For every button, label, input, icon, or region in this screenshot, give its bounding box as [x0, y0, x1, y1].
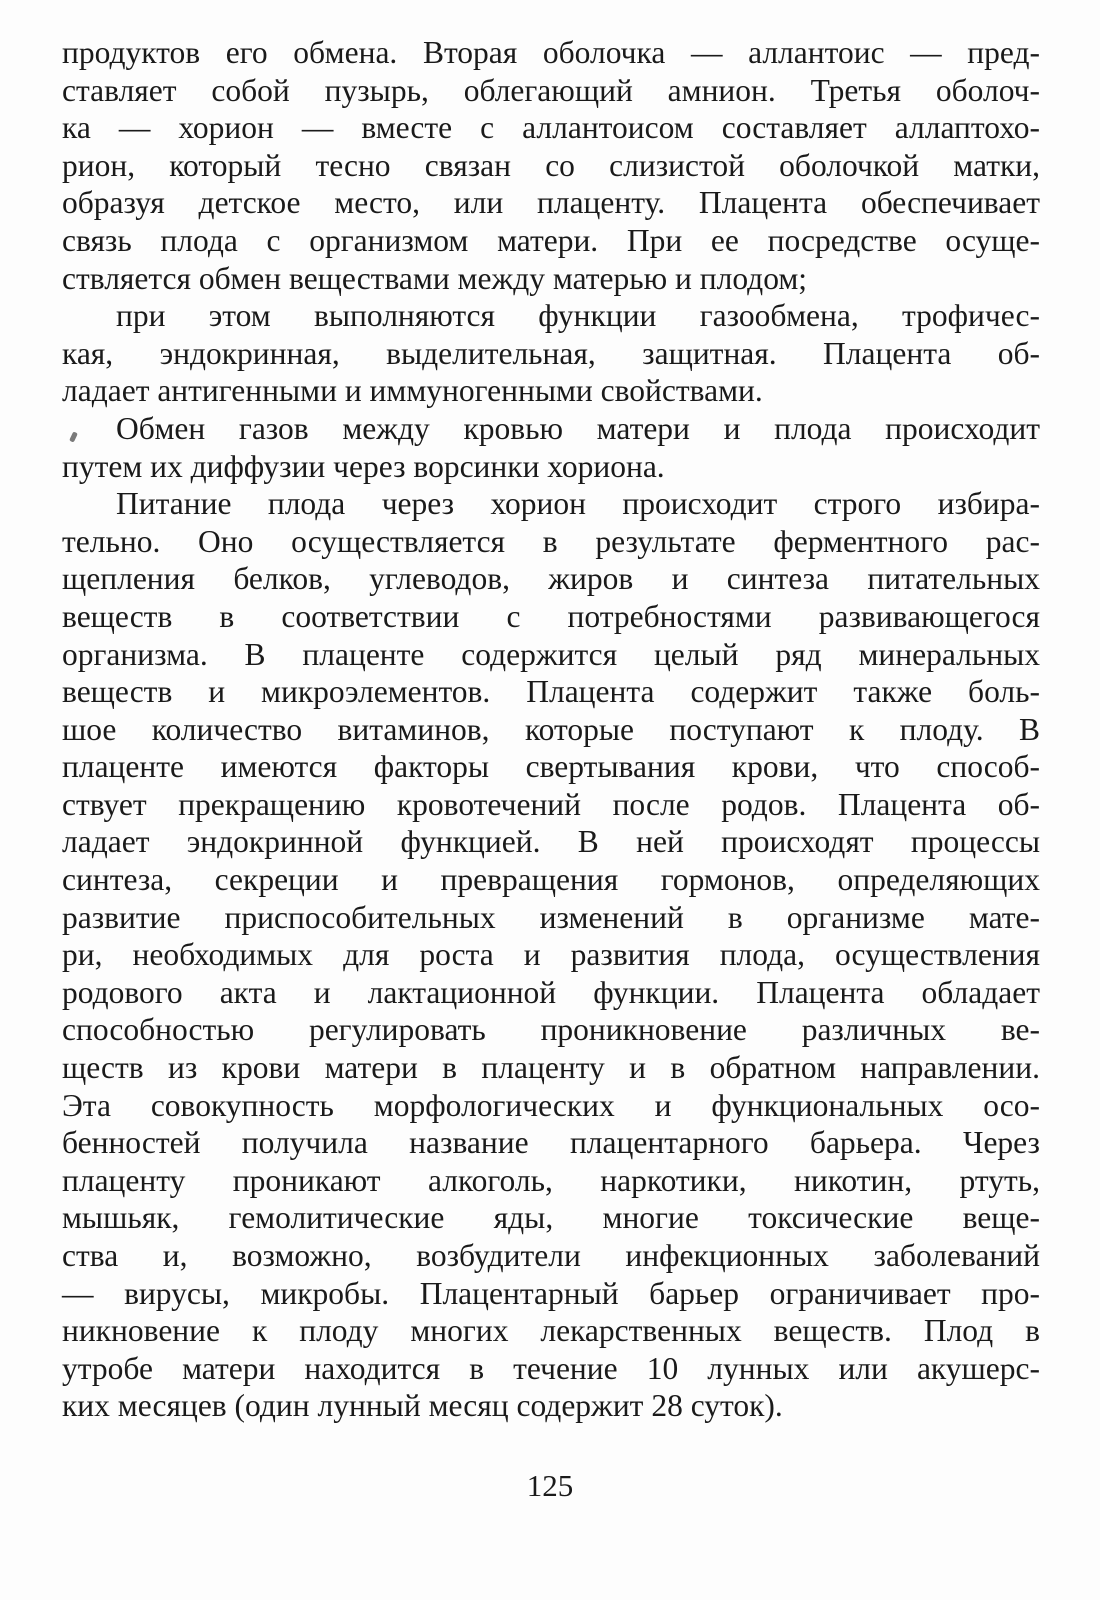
text-line: Эта совокупность морфологических и функциональных осо- [62, 1087, 1040, 1123]
page-number: 125 [526, 1468, 574, 1503]
text-line: щепления белков, углеводов, жиров и синтеза питательных [62, 561, 1040, 597]
text-line: ществ из крови матери в плаценту и в обратном направлении. [62, 1050, 1040, 1086]
text-line: ри, необходимых для роста и развития плода, осуществления [62, 937, 1040, 973]
text-line: связь плода с организмом матери. При ее посредстве осуще- [62, 222, 1040, 258]
text-line: плаценту проникают алкоголь, наркотики, никотин, ртуть, [62, 1162, 1040, 1198]
text-line: Обмен газов между кровью матери и плода происходит [116, 410, 1040, 446]
text-line: плаценте имеются факторы свертывания крови, что способ- [62, 749, 1040, 785]
text-line: ка — хорион — вместе с аллантоисом составляет аллаптохо- [62, 110, 1040, 146]
text-line: шое количество витаминов, которые поступают к плоду. В [62, 711, 1040, 747]
text-line: образуя детское место, или плаценту. Плацента обеспечивает [62, 185, 1040, 221]
text-line: Питание плода через хорион происходит строго избира- [116, 486, 1040, 522]
text-line: ства и, возможно, возбудители инфекционных заболеваний [62, 1238, 1040, 1273]
text-line: никновение к плоду многих лекарственных веществ. Плод в [62, 1313, 1040, 1349]
text-line: веществ и микроэлементов. Плацента содержит также боль- [62, 674, 1040, 710]
body-text [62, 34, 1040, 1425]
text-line: — вирусы, микробы. Плацентарный барьер ограничивает про- [62, 1275, 1040, 1311]
text-line: веществ в соответствии с потребностями развивающегося [62, 598, 1040, 634]
text-line: мышьяк, гемолитические яды, многие токсические веще- [62, 1200, 1040, 1236]
text-line: при этом выполняются функции газообмена, трофичес- [116, 298, 1040, 334]
text-line: ставляет собой пузырь, облегающий амнион. Третья оболоч- [62, 72, 1040, 108]
text-line: тельно. Оно осуществляется в результате ферментного рас- [62, 523, 1040, 559]
text-line: ладает эндокринной функцией. В ней происходят процессы [62, 824, 1040, 860]
text-line: организма. В плаценте содержится целый ряд минеральных [62, 636, 1040, 672]
text-line: утробе матери находится в течение 10 лунных или акушерс- [62, 1350, 1040, 1386]
text-line: ствляется обмен веществами между матерью и плодом; [62, 260, 808, 296]
text-line: синтеза, секреции и превращения гормонов, определяющих [62, 862, 1040, 898]
text-line: бенностей получила название плацентарного барьера. Через [62, 1125, 1040, 1161]
text-line: кая, эндокринная, выделительная, защитная. Плацента об- [62, 335, 1040, 371]
text-line: путем их диффузии через ворсинки хориона. [62, 448, 665, 484]
text-line: рион, который тесно связан со слизистой оболочкой матки, [62, 147, 1040, 183]
text-line: развитие приспособительных изменений в организме мате- [62, 899, 1040, 935]
text-line: родового акта и лактационной функции. Плацента обладает [62, 974, 1040, 1010]
text-line: ких месяцев (один лунный месяц содержит 28 суток). [62, 1388, 783, 1424]
text-line: ладает антигенными и иммуногенными свойствами. [62, 373, 763, 409]
text-line: ствует прекращению кровотечений после родов. Плацента об- [62, 786, 1040, 822]
text-line: способностью регулировать проникновение различных ве- [62, 1012, 1040, 1048]
text-line: продуктов его обмена. Вторая оболочка — аллантоис — пред- [62, 35, 1040, 70]
